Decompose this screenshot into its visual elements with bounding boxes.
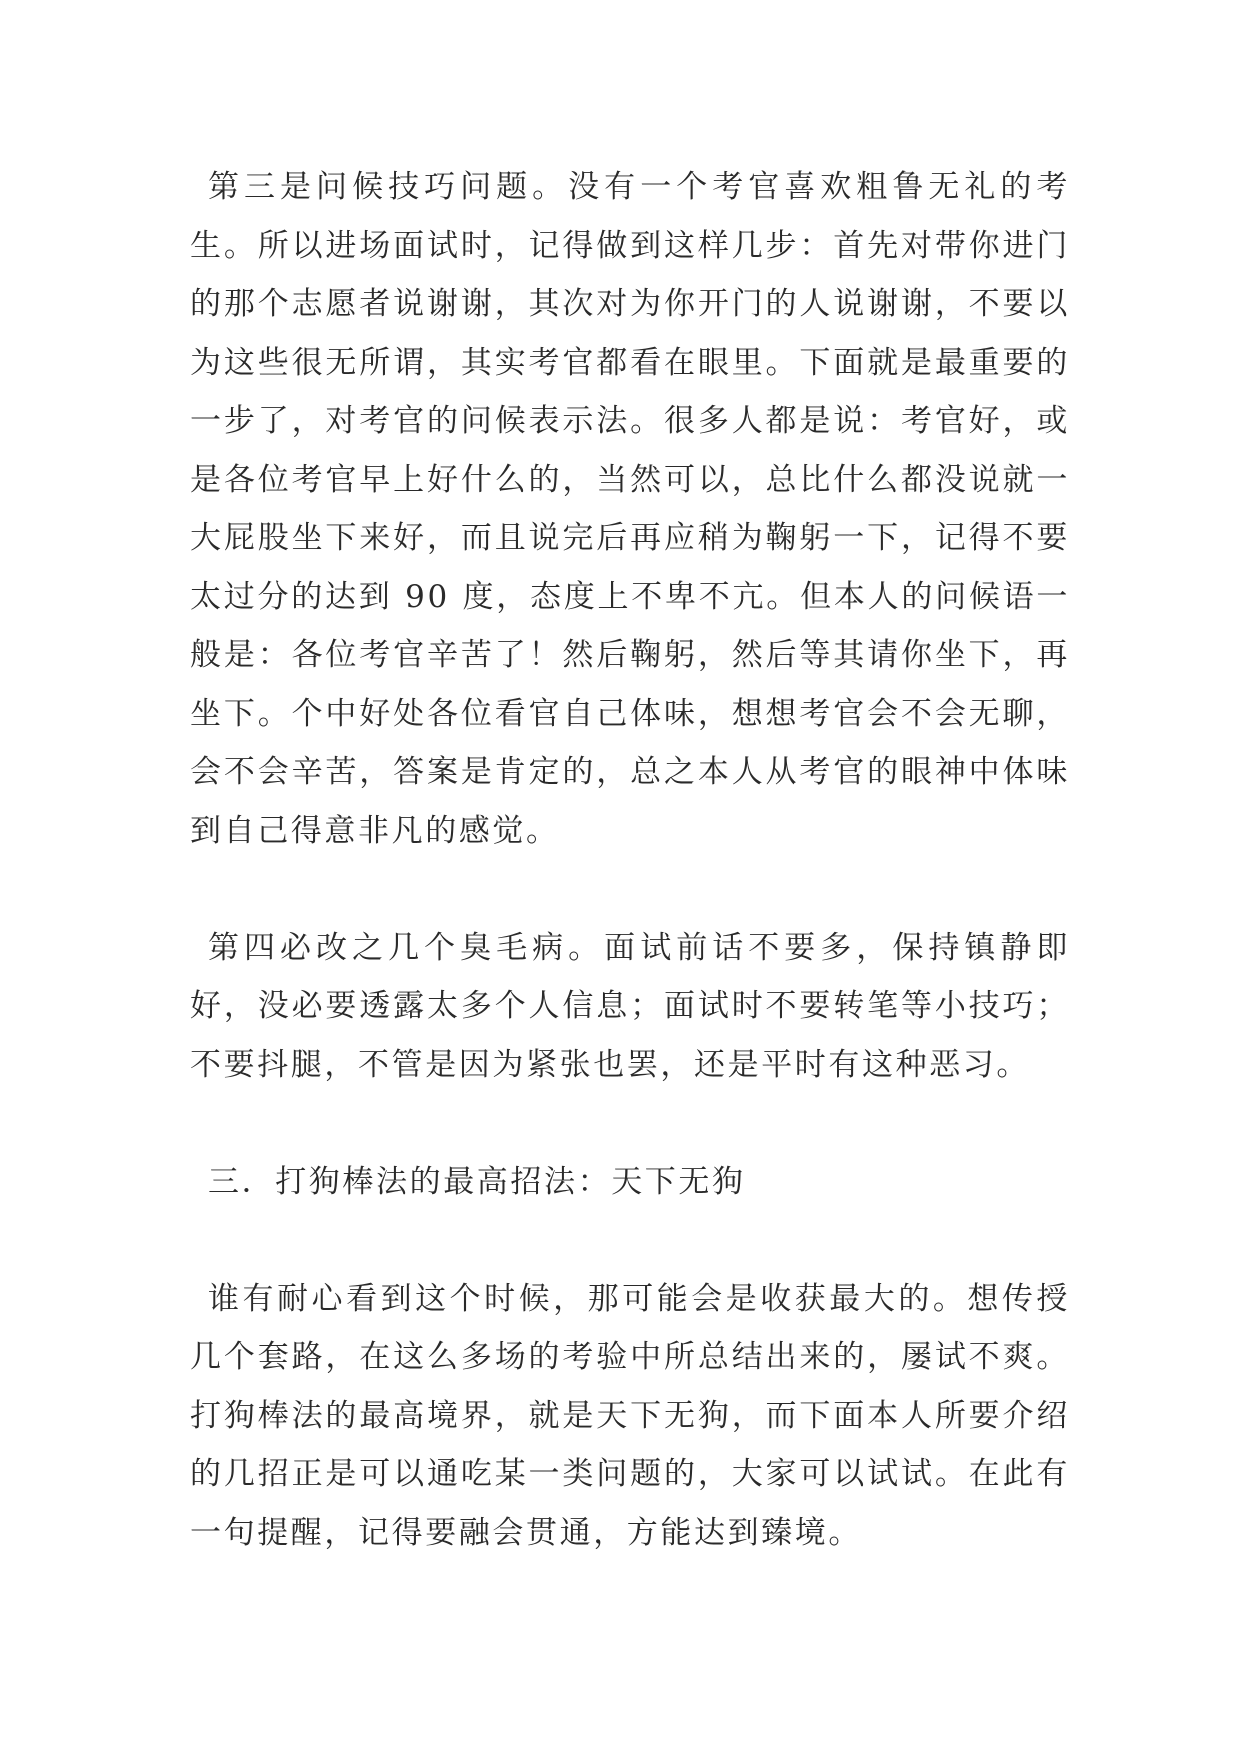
section-heading: 三．打狗棒法的最高招法：天下无狗 bbox=[208, 1163, 746, 1200]
paragraph-spacer bbox=[190, 860, 1070, 919]
paragraph-spacer bbox=[190, 1094, 1070, 1153]
paragraph-greeting-skills: 第三是问候技巧问题。没有一个考官喜欢粗鲁无礼的考生。所以进场面试时，记得做到这样几步：首先对带你进门的那个志愿者说谢谢，其次对为你开门的人说谢谢，不要以为这些很无所谓，其实考官都看在眼里。下面就是最重要的一步了，对考官的问候表示法。很多人都是说：考官好，或是各位考官早上好什么的，当然可以，总比什么都没说就一大屁股坐下来好，而且说完后再应稍为鞠躬一下，记得不要太过分的达到 90 度，态度上不卑不亢。但本人的问候语一般是：各位考官辛苦了！然后鞠躬，然后等其请你坐下，再坐下。个中好处各位看官自己体味，想想考官会不会无聊，会不会辛苦，答案是肯定的，总之本人从考官的眼神中体味到自己得意非凡的感觉。 bbox=[190, 169, 1070, 849]
paragraph-final-tips: 谁有耐心看到这个时候，那可能会是收获最大的。想传授几个套路，在这么多场的考验中所总结出来的，屡试不爽。打狗棒法的最高境界，就是天下无狗，而下面本人所要介绍的几招正是可以通吃某一类问题的，大家可以试试。在此有一句提醒，记得要融会贯通，方能达到臻境。 bbox=[190, 1280, 1070, 1551]
paragraph-spacer bbox=[190, 1211, 1070, 1270]
document-body bbox=[190, 158, 1070, 1562]
paragraph-bad-habits: 第四必改之几个臭毛病。面试前话不要多，保持镇静即好，没必要透露太多个人信息；面试时不要转笔等小技巧；不要抖腿，不管是因为紧张也罢，还是平时有这种恶习。 bbox=[190, 929, 1070, 1083]
